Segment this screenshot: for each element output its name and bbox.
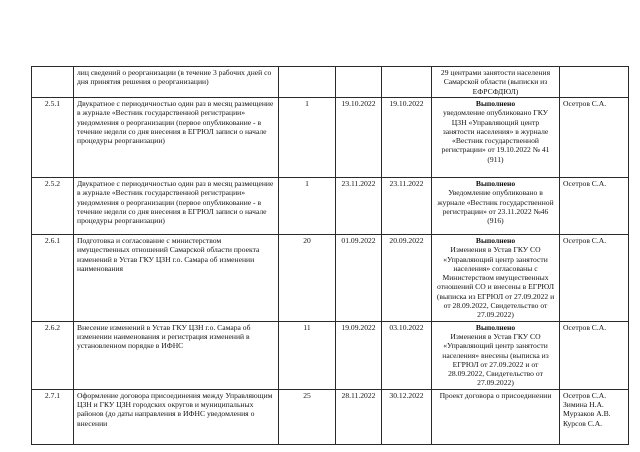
row-number-cell: 2.6.1 [32,235,74,322]
responsible-person: Осетров С.А. [563,390,607,400]
table-row [32,98,629,178]
result-cell [432,98,560,178]
responsible-person: Осетров С.А. [563,322,607,332]
result-status: Выполнено [475,99,516,108]
responsible-cell [560,178,629,235]
result-status: Выполнено [475,179,516,188]
end-date-cell: 19.10.2022 [382,98,432,178]
responsible-person: Осетров С.А. [563,236,607,245]
plan-table [31,66,629,445]
responsible-cell [560,67,629,98]
end-date-cell: 20.09.2022 [382,235,432,322]
quantity-cell: 1 [279,98,336,178]
result-text: уведомление опубликовано ГКУ ЦЗН «Управляющий центр занятости населения» в журнале «Вестник государственной регистрации» от 19.10.2022 № 41 (911) [441,108,550,164]
end-date-cell: 23.11.2022 [382,178,432,235]
result-status: Выполнено [475,322,516,332]
result-cell [432,178,560,235]
start-date-cell: 23.11.2022 [336,178,382,235]
table-row [32,321,629,389]
responsible-person: Мурзаков А.В. [563,409,611,419]
result-cell [432,67,560,98]
result-text: Уведомление опубликовано в журнале «Вестник государственной регистрации» от 23.11.2022 №46 (916) [437,188,554,226]
result-text: Изменения в Устав ГКУ СО «Управляющий центр занятости населения» внесены (выписка из ЕГРЮЛ от 27.09.2022 и от 28.09.2022, Свидетельство от 27.09.2022) [442,331,549,388]
end-date-cell: 30.12.2022 [382,389,432,444]
end-date-cell [382,67,432,98]
quantity-cell [279,67,336,98]
row-number-cell: 2.5.1 [32,98,74,178]
responsible-person: Зимина Н.А. [563,400,604,410]
start-date-cell: 19.10.2022 [336,98,382,178]
table-body [32,67,629,445]
start-date-cell: 01.09.2022 [336,235,382,322]
quantity-cell: 25 [279,389,336,444]
table-row [32,389,629,444]
responsible-person: Курсов С.А. [563,418,603,428]
quantity-cell: 1 [279,178,336,235]
task-cell: Внесение изменений в Устав ГКУ ЦЗН г.о. Самара об изменении наименования и регистрация изменений в установленном порядке в ИФНС [74,321,279,389]
responsible-person: Осетров С.А. [563,179,607,188]
responsible-person: Осетров С.А. [563,99,607,108]
table-row [32,67,629,98]
responsible-cell [560,321,629,389]
responsible-cell [560,98,629,178]
row-number-cell [32,67,74,98]
row-number-cell: 2.7.1 [32,389,74,444]
row-number-cell: 2.6.2 [32,321,74,389]
end-date-cell: 03.10.2022 [382,321,432,389]
task-cell: Двукратное с периодичностью один раз в месяц размещение в журнале «Вестник государственной регистрации» уведомления о реорганизации (первое опубликование - в течение недели со дня внесения в ЕГРЮЛ записи о начале процедуры реорганизации) [74,98,279,178]
start-date-cell: 19.09.2022 [336,321,382,389]
table-row [32,235,629,322]
result-status: Выполнено [475,236,516,245]
quantity-cell: 20 [279,235,336,322]
result-text: 29 центрами занятости населения Самарской области (выписки из ЕФРСФДЮЛ) [440,68,551,96]
result-cell [432,321,560,389]
result-cell [432,389,560,444]
row-number-cell: 2.5.2 [32,178,74,235]
result-cell [432,235,560,322]
result-text: Изменения в Устав ГКУ СО «Управляющий центр занятости населения» согласованы с Министерством имущественных отношений СО и внесены в ЕГРЮЛ (выписка из ЕГРЮЛ от 27.09.2022 и от 28.09.2022, Свидетельство от 27.09.2022) [436,245,555,320]
responsible-cell [560,389,629,444]
start-date-cell [336,67,382,98]
result-text: Проект договора о присоединении [439,390,552,400]
start-date-cell: 28.11.2022 [336,389,382,444]
responsible-cell [560,235,629,322]
task-cell: лиц сведений о реорганизации (в течение 3 рабочих дней со дня принятия решения о реорганизации) [74,67,279,98]
quantity-cell: 11 [279,321,336,389]
task-cell: Оформление договора присоединения между Управляющим ЦЗН и ГКУ ЦЗН городских округов и муниципальных районов (до даты направления в ИФНС уведомления о внесении [74,389,279,444]
task-cell: Подготовка и согласование с министерством имущественных отношений Самарской области проекта изменений в Устав ГКУ ЦЗН г.о. Самара об изменении наименования [74,235,279,322]
table-row [32,178,629,235]
task-cell: Двукратное с периодичностью один раз в месяц размещение в журнале «Вестник государственной регистрации» уведомления о реорганизации (первое опубликование - в течение недели со дня внесения в ЕГРЮЛ записи о начале процедуры реорганизации) [74,178,279,235]
